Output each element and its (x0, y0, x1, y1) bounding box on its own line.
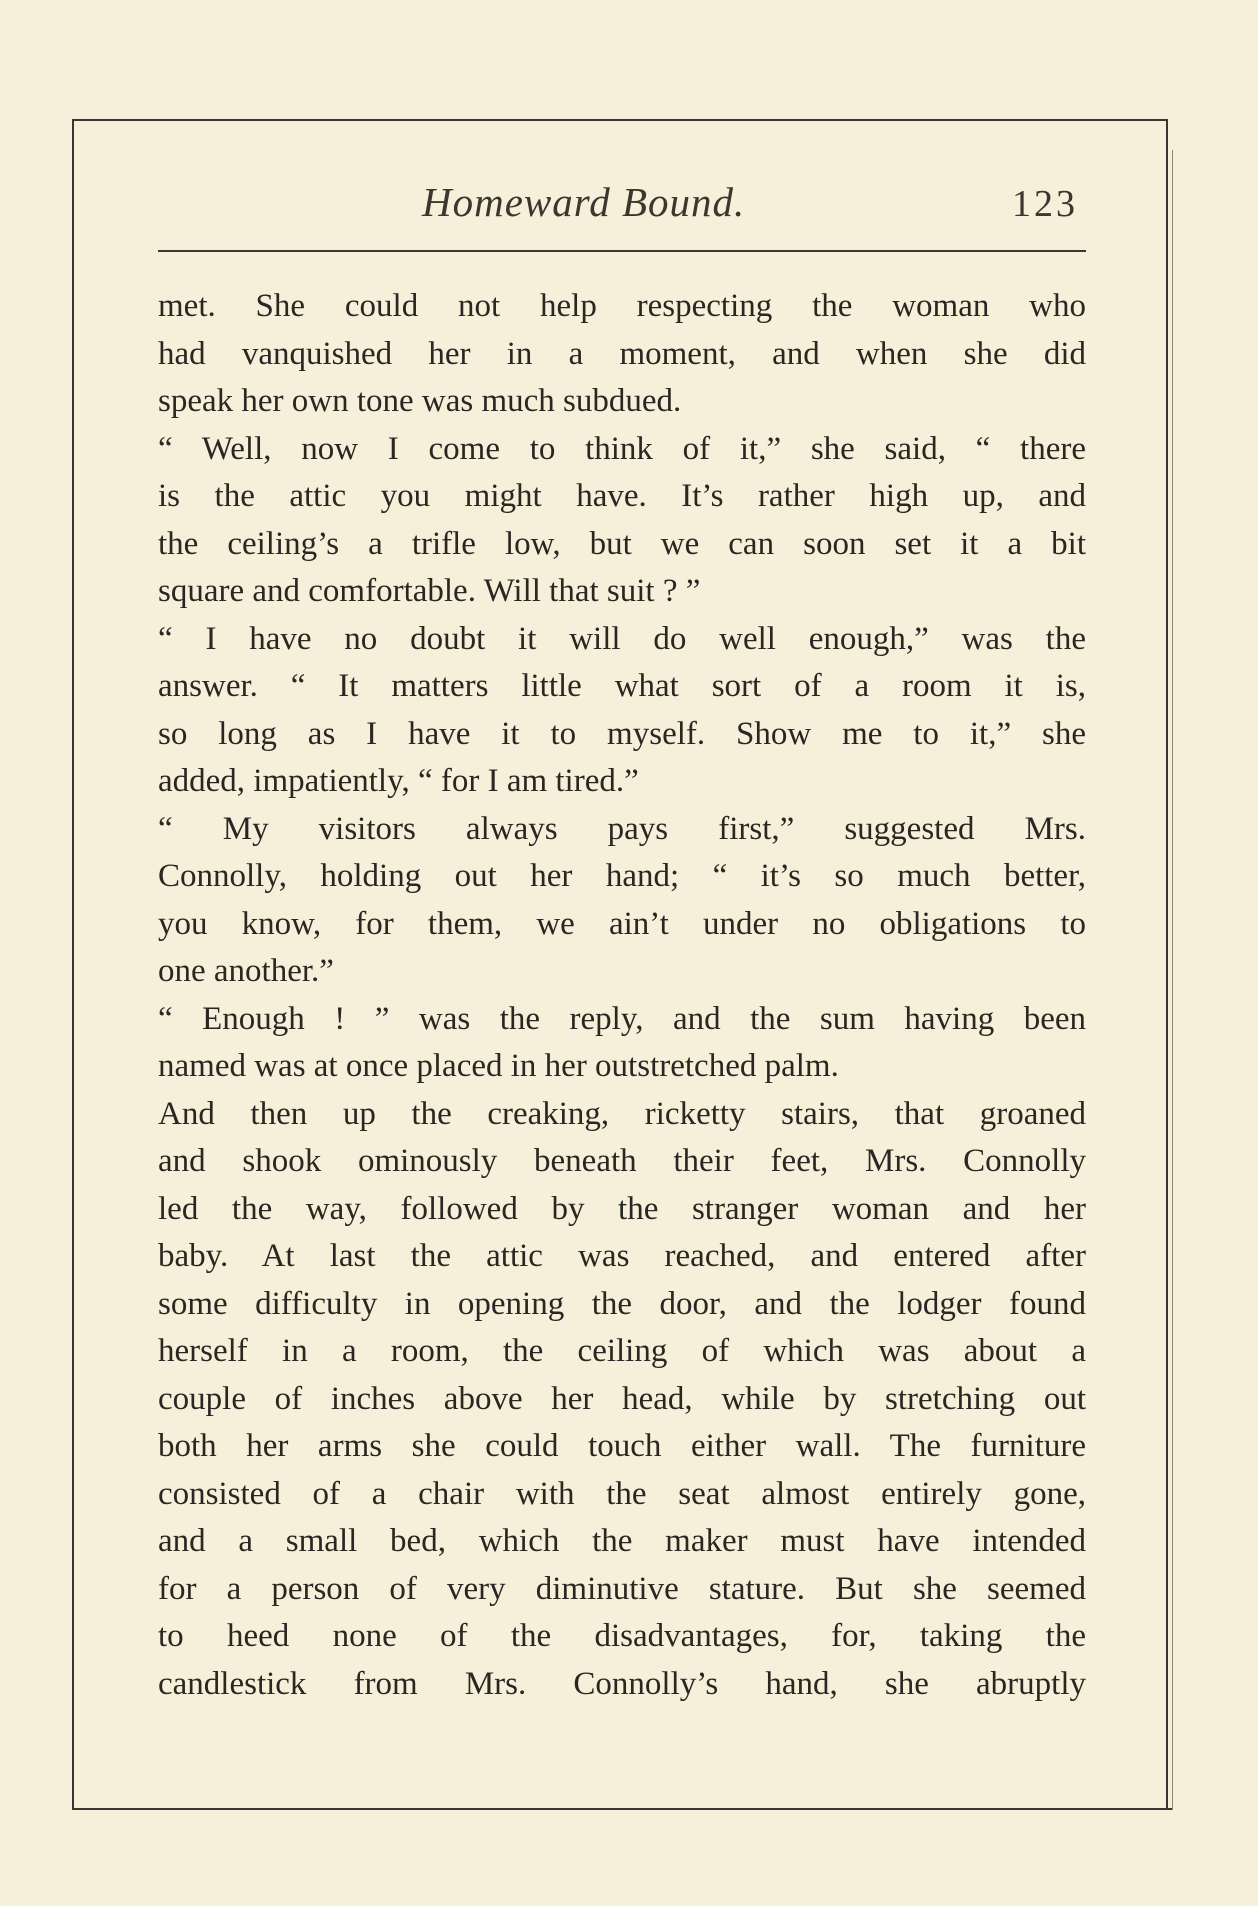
text-line: Connolly, holding out her hand; “ it’s so much better, (158, 858, 1086, 894)
text-line: herself in a room, the ceiling of which was about a (158, 1333, 1086, 1369)
text-line: “ Well, now I come to think of it,” she said, “ there (158, 430, 1086, 467)
text-line: “ My visitors always pays first,” suggested Mrs. (158, 810, 1086, 847)
text-line: for a person of very diminutive stature. But she seemed (158, 1570, 1086, 1607)
body-text (158, 283, 1086, 1708)
text-line: so long as I have it to myself. Show me to it,” she (158, 715, 1086, 752)
text-line: met. She could not help respecting the woman who (158, 288, 1086, 324)
text-line: and a small bed, which the maker must have intended (158, 1523, 1086, 1559)
text-line: is the attic you might have. It’s rather high up, and (158, 478, 1086, 514)
bottom-rule (72, 1808, 1172, 1810)
text-line: couple of inches above her head, while by stretching out (158, 1380, 1086, 1417)
text-line: square and comfortable. Will that suit ? ” (158, 573, 701, 609)
text-line: baby. At last the attic was reached, and entered after (158, 1238, 1086, 1274)
text-line: led the way, followed by the stranger woman and her (158, 1190, 1086, 1227)
text-line: added, impatiently, “ for I am tired.” (158, 763, 639, 799)
text-line: consisted of a chair with the seat almost entirely gone, (158, 1475, 1086, 1512)
text-line: “ I have no doubt it will do well enough,” was the (158, 620, 1086, 657)
text-line: to heed none of the disadvantages, for, taking the (158, 1618, 1086, 1654)
text-line: some difficulty in opening the door, and the lodger found (158, 1285, 1086, 1322)
text-line: the ceiling’s a trifle low, but we can soon set it a bit (158, 525, 1086, 562)
text-line: and shook ominously beneath their feet, Mrs. Connolly (158, 1143, 1086, 1179)
text-line: speak her own tone was much subdued. (158, 383, 682, 419)
right-margin-rule (1172, 150, 1173, 1810)
page-number: 123 (1012, 183, 1078, 225)
text-line: both her arms she could touch either wall. The furniture (158, 1428, 1086, 1464)
text-line: “ Enough ! ” was the reply, and the sum having been (158, 1000, 1086, 1037)
text-line: you know, for them, we ain’t under no obligations to (158, 905, 1086, 942)
text-line: answer. “ It matters little what sort of a room it is, (158, 668, 1086, 704)
text-line: one another.” (158, 953, 334, 989)
text-line: named was at once placed in her outstretched palm. (158, 1048, 839, 1084)
text-line: candlestick from Mrs. Connolly’s hand, she abruptly (158, 1665, 1086, 1702)
header-rule (158, 250, 1086, 252)
running-title: Homeward Bound. (422, 179, 746, 225)
text-line: And then up the creaking, ricketty stairs, that groaned (158, 1095, 1086, 1132)
page-header (158, 178, 1086, 238)
text-line: had vanquished her in a moment, and when she did (158, 335, 1086, 372)
